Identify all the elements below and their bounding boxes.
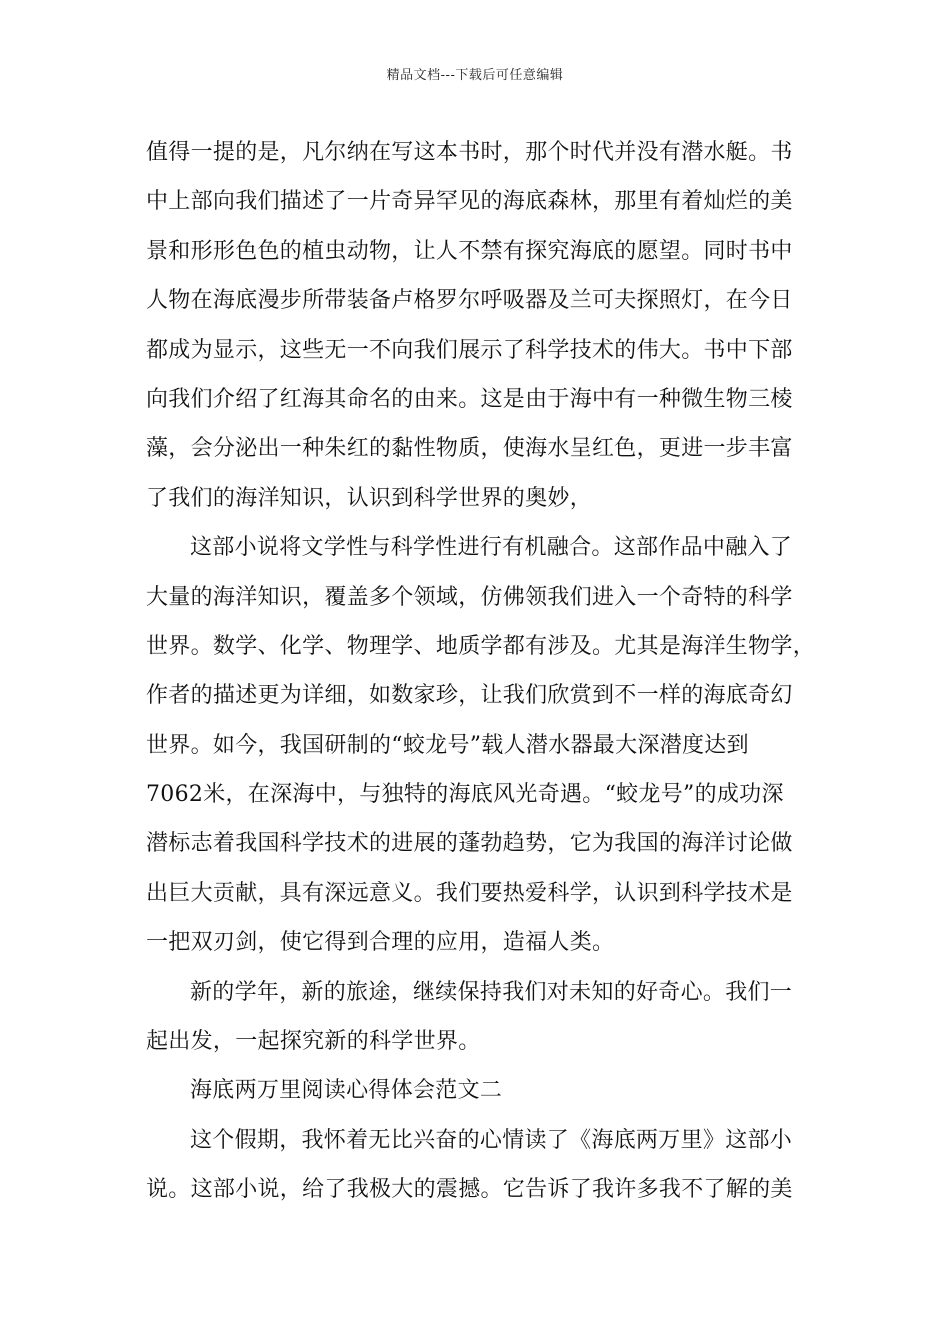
text-line: 世界。如今，我国研制的“蛟龙号”载人潜水器最大深潜度达到	[146, 732, 749, 758]
text-line: 7062米，在深海中，与独特的海底风光奇遇。“蛟龙号”的成功深	[146, 782, 784, 808]
text-line: 作者的描述更为详细，如数家珍，让我们欣赏到不一样的海底奇幻	[146, 683, 793, 709]
page-header: 精品文档---下载后可任意编辑	[386, 68, 564, 83]
text-line: 出巨大贡献，具有深远意义。我们要热爱科学，认识到科学技术是	[146, 880, 793, 906]
text-line: 藻，会分泌出一种朱红的黏性物质，使海水呈红色，更进一步丰富	[146, 436, 793, 462]
paragraph-first-line: 新的学年，新的旅途，继续保持我们对未知的好奇心。我们一	[190, 979, 793, 1005]
text-line: 说。这部小说，给了我极大的震撼。它告诉了我许多我不了解的美	[146, 1177, 793, 1203]
document-body	[146, 128, 816, 1215]
text-line: 起出发，一起探究新的科学世界。	[146, 1029, 481, 1055]
text-line: 人物在海底漫步所带装备卢格罗尔呼吸器及兰可夫探照灯，在今日	[146, 288, 793, 314]
text-line: 景和形形色色的植虫动物，让人不禁有探究海底的愿望。同时书中	[146, 238, 793, 264]
paragraph-first-line: 这部小说将文学性与科学性进行有机融合。这部作品中融入了	[190, 535, 793, 561]
text-line: 了我们的海洋知识，认识到科学世界的奥妙，	[146, 485, 593, 511]
text-line: 值得一提的是，凡尔纳在写这本书时，那个时代并没有潜水艇。书	[146, 140, 793, 165]
text-line: 大量的海洋知识，覆盖多个领域，仿佛领我们进入一个奇特的科学	[146, 584, 793, 610]
text-line: 都成为显示，这些无一不向我们展示了科学技术的伟大。书中下部	[146, 337, 793, 363]
text-line: 向我们介绍了红海其命名的由来。这是由于海中有一种微生物三棱	[146, 386, 793, 412]
paragraph-first-line: 这个假期，我怀着无比兴奋的心情读了《海底两万里》这部小	[190, 1127, 793, 1153]
section-heading: 海底两万里阅读心得体会范文二	[190, 1078, 503, 1104]
text-line: 潜标志着我国科学技术的进展的蓬勃趋势，它为我国的海洋讨论做	[146, 831, 793, 857]
text-line: 中上部向我们描述了一片奇异罕见的海底森林，那里有着灿烂的美	[146, 189, 793, 215]
text-line: 世界。数学、化学、物理学、地质学都有涉及。尤其是海洋生物学，	[146, 633, 816, 659]
text-line: 一把双刃剑，使它得到合理的应用，造福人类。	[146, 930, 615, 956]
